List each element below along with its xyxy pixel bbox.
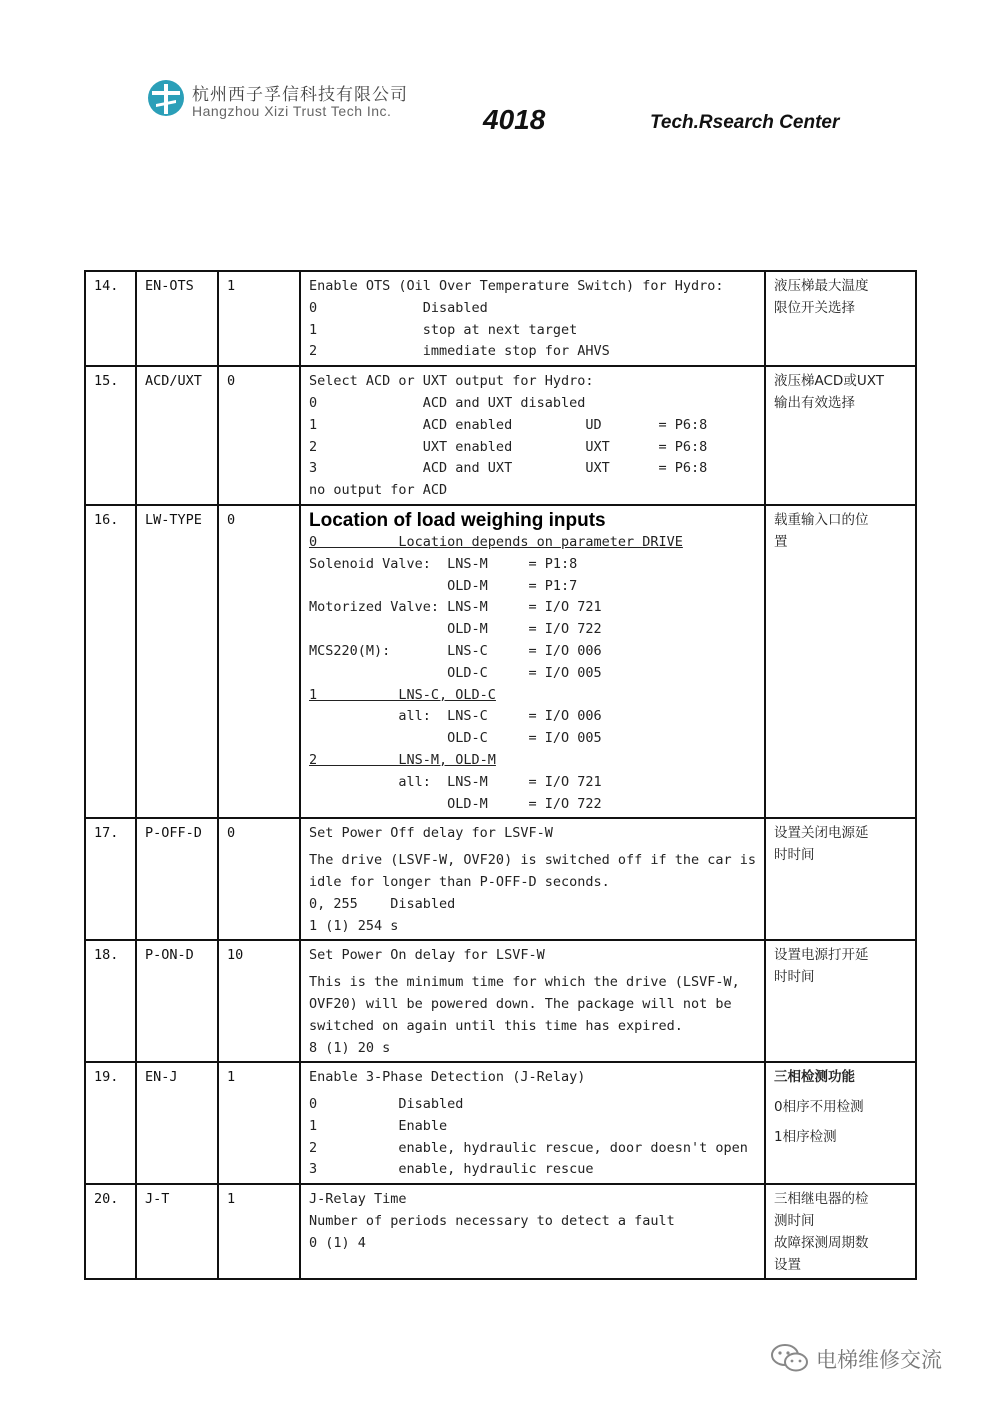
row-number: 18. [85,940,136,1062]
parameter-note-cn: 液压梯ACD或UXT 输出有效选择 [765,366,916,505]
parameter-note-cn: 三相继电器的检 测时间 故障探测周期数 设置 [765,1184,916,1279]
parameter-description: J-Relay Time Number of periods necessary to detect a fault 0 (1) 4 [300,1184,765,1279]
parameter-table [84,270,917,1280]
row-number: 15. [85,366,136,505]
parameter-name: ACD/UXT [136,366,218,505]
parameter-note-cn: 载重输入口的位 置 [765,505,916,818]
company-name-cn: 杭州西子孚信科技有限公司 [192,85,408,105]
wechat-icon [770,1342,810,1374]
parameter-note-cn: 设置电源打开延 时时间 [765,940,916,1062]
parameter-name: P-ON-D [136,940,218,1062]
table-row [85,505,916,818]
company-name-en: Hangzhou Xizi Trust Tech Inc. [192,103,392,119]
parameter-name: P-OFF-D [136,818,218,940]
row-number: 17. [85,818,136,940]
watermark-text: 电梯维修交流 [816,1348,942,1372]
table-row [85,271,916,366]
parameter-name: J-T [136,1184,218,1279]
parameter-description: Location of load weighing inputs 0 Location depends on parameter DRIVE Solenoid Valve: LNS-M = P1:8 OLD-M = P1:7 Motorized Valve: LNS-M = I/O 721 OLD-M = I/O 722 MCS220(M): LNS-C = I/O 006 OLD-C = I/O 005 1 LNS-C, OLD-C all: LNS-C = I/O 006 OLD-C = I/O 005 2 LNS-M, OLD-M all: LNS-M = I/O 721 OLD-M = I/O 722 [300,505,765,818]
parameter-value: 1 [218,1184,300,1279]
section-heading: Location of load weighing inputs [309,509,606,531]
parameter-description: Set Power On delay for LSVF-W This is the minimum time for which the drive (LSVF-W, OVF20) will be powered down. The package will not be switched on again until this time has expired. 8 (1) 20 s [300,940,765,1062]
parameter-note-cn: 设置关闭电源延 时时间 [765,818,916,940]
parameter-description: Set Power Off delay for LSVF-W The drive (LSVF-W, OVF20) is switched off if the car is idle for longer than P-OFF-D seconds. 0, 255 Disabled 1 (1) 254 s [300,818,765,940]
table-row [85,1184,916,1279]
parameter-name: EN-J [136,1062,218,1184]
parameter-value: 1 [218,271,300,366]
table-row [85,366,916,505]
parameter-description: Enable OTS (Oil Over Temperature Switch) for Hydro: 0 Disabled 1 stop at next target 2 immediate stop for AHVS [300,271,765,366]
parameter-value: 10 [218,940,300,1062]
parameter-value: 1 [218,1062,300,1184]
table-row [85,818,916,940]
parameter-value: 0 [218,366,300,505]
parameter-note-cn: 液压梯最大温度 限位开关选择 [765,271,916,366]
row-number: 19. [85,1062,136,1184]
table-row [85,1062,916,1184]
row-number: 16. [85,505,136,818]
parameter-name: EN-OTS [136,271,218,366]
row-number: 14. [85,271,136,366]
table-row [85,940,916,1062]
parameter-value: 0 [218,505,300,818]
parameter-value: 0 [218,818,300,940]
department-name: Tech.Rsearch Center [650,112,840,133]
parameter-note-cn: 三相检测功能 0相序不用检测 1相序检测 [765,1062,916,1184]
document-code: 4018 [483,104,546,135]
company-logo-icon [146,76,186,120]
parameter-name: LW-TYPE [136,505,218,818]
parameter-description: Select ACD or UXT output for Hydro: 0 ACD and UXT disabled 1 ACD enabled UD = P6:8 2 UXT enabled UXT = P6:8 3 ACD and UXT UXT = P6:8 no output for ACD [300,366,765,505]
row-number: 20. [85,1184,136,1279]
parameter-description: Enable 3-Phase Detection (J-Relay) 0 Disabled 1 Enable 2 enable, hydraulic rescue, door doesn't open 3 enable, hydraulic rescue [300,1062,765,1184]
